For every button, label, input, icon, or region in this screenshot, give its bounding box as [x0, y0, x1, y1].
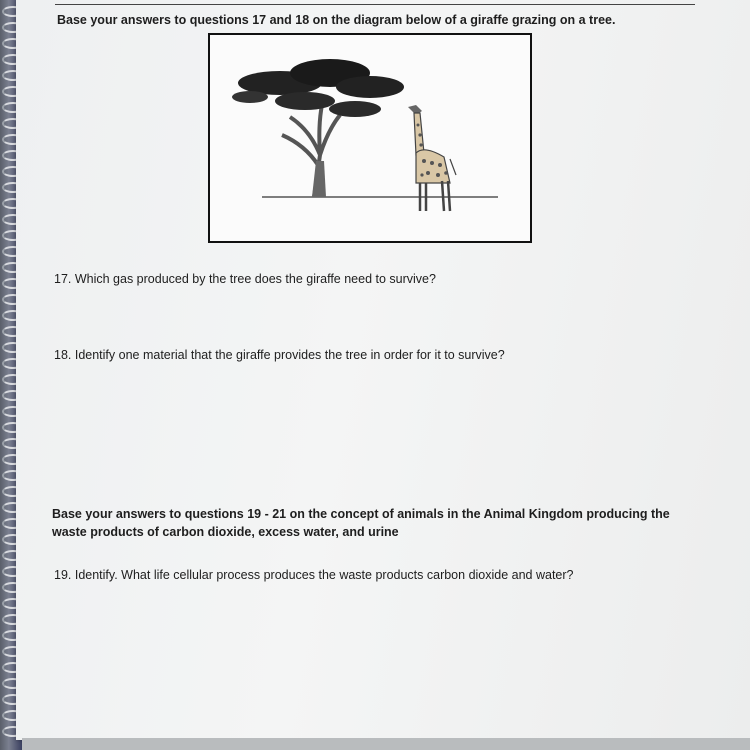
page-bottom-edge: [22, 738, 750, 750]
giraffe-icon: [408, 105, 456, 211]
giraffe-tree-diagram: [208, 33, 532, 243]
intro-questions-17-18: Base your answers to questions 17 and 18 on the diagram below of a giraffe grazing on a tree.: [57, 13, 616, 27]
question-18: 18. Identify one material that the giraffe provides the tree in order for it to survive?: [54, 348, 505, 362]
tree-icon: [232, 59, 404, 197]
question-19: 19. Identify. What life cellular process produces the waste products carbon dioxide and water?: [54, 568, 574, 582]
intro-questions-19-21: Base your answers to questions 19 - 21 on the concept of animals in the Animal Kingdom producing the waste products of carbon dioxide, excess water, and urine: [52, 507, 670, 539]
diagram-illustration: [210, 35, 530, 241]
header-rule: [55, 4, 695, 5]
question-17: 17. Which gas produced by the tree does the giraffe need to survive?: [54, 272, 436, 286]
